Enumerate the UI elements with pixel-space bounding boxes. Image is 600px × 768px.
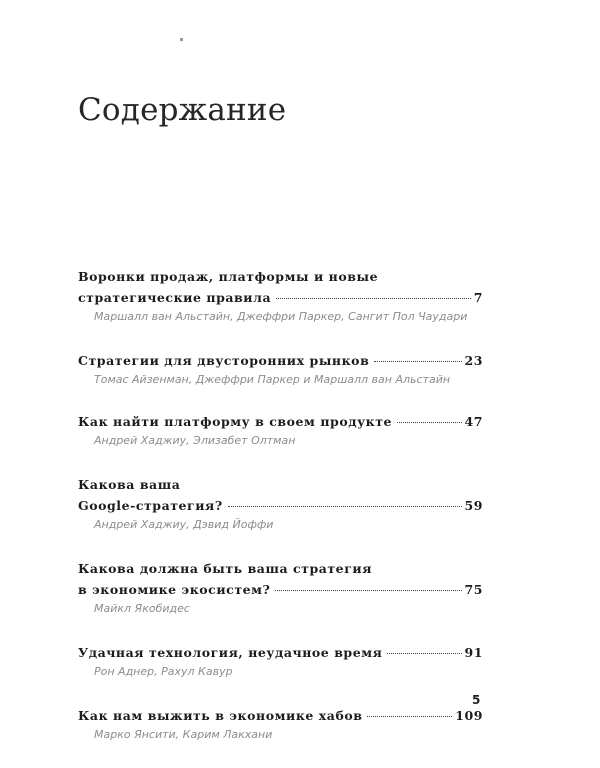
toc-entry[interactable] xyxy=(78,558,483,616)
toc-authors: Андрей Хаджиу, Элизабет Олтман xyxy=(94,434,296,447)
toc-entry[interactable] xyxy=(78,642,483,679)
toc-page-number: 47 xyxy=(464,414,483,429)
toc-title-line xyxy=(78,705,483,726)
toc-title: Какова должна быть ваша стратегия xyxy=(78,561,373,576)
toc-entry[interactable] xyxy=(78,266,483,324)
toc-page-number: 109 xyxy=(455,708,483,723)
toc-title: Как нам выжить в экономике хабов xyxy=(78,708,363,723)
toc-title-line xyxy=(78,579,483,600)
toc-title-line xyxy=(78,266,483,287)
toc-page-number: 59 xyxy=(464,498,483,513)
toc-authors: Маршалл ван Альстайн, Джеффри Паркер, Сангит Пол Чаудари xyxy=(94,310,468,323)
dot-leader xyxy=(276,298,471,299)
toc-title: Воронки продаж, платформы и новые xyxy=(78,269,379,284)
toc-title-line xyxy=(78,287,483,308)
toc-title-line xyxy=(78,474,483,495)
toc-title: Удачная технология, неудачное время xyxy=(78,645,383,660)
toc-title: Google-стратегия? xyxy=(78,498,223,513)
dot-leader xyxy=(367,716,452,717)
toc-title-line xyxy=(78,411,483,432)
toc-page-number: 7 xyxy=(473,290,483,305)
dot-leader xyxy=(228,506,462,507)
toc-title: Как найти платформу в своем продукте xyxy=(78,414,393,429)
corner-mark xyxy=(180,38,183,41)
toc-entry[interactable] xyxy=(78,474,483,532)
toc-title-line xyxy=(78,558,483,579)
dot-leader xyxy=(387,653,461,654)
page-title: Содержание xyxy=(78,92,287,128)
dot-leader xyxy=(275,590,461,591)
toc-title: Какова ваша xyxy=(78,477,181,492)
table-of-contents xyxy=(78,266,483,768)
toc-entry[interactable] xyxy=(78,705,483,742)
page-number: 5 xyxy=(472,693,481,707)
toc-entry[interactable] xyxy=(78,411,483,448)
toc-title-line xyxy=(78,350,483,371)
toc-title: Стратегии для двусторонних рынков xyxy=(78,353,370,368)
toc-title: стратегические правила xyxy=(78,290,272,305)
toc-page-number: 75 xyxy=(464,582,483,597)
toc-authors: Рон Аднер, Рахул Кавур xyxy=(94,665,233,678)
dot-leader xyxy=(374,361,461,362)
toc-authors: Майкл Якобидес xyxy=(94,602,190,615)
toc-page-number: 91 xyxy=(464,645,483,660)
toc-entry[interactable] xyxy=(78,350,483,387)
toc-authors: Андрей Хаджиу, Дэвид Йоффи xyxy=(94,518,274,531)
toc-title-line xyxy=(78,495,483,516)
toc-authors: Марко Янсити, Карим Лакхани xyxy=(94,728,273,741)
toc-page-number: 23 xyxy=(464,353,483,368)
toc-title-line xyxy=(78,642,483,663)
toc-title: в экономике экосистем? xyxy=(78,582,271,597)
dot-leader xyxy=(397,422,461,423)
toc-authors: Томас Айзенман, Джеффри Паркер и Маршалл ван Альстайн xyxy=(94,373,451,386)
